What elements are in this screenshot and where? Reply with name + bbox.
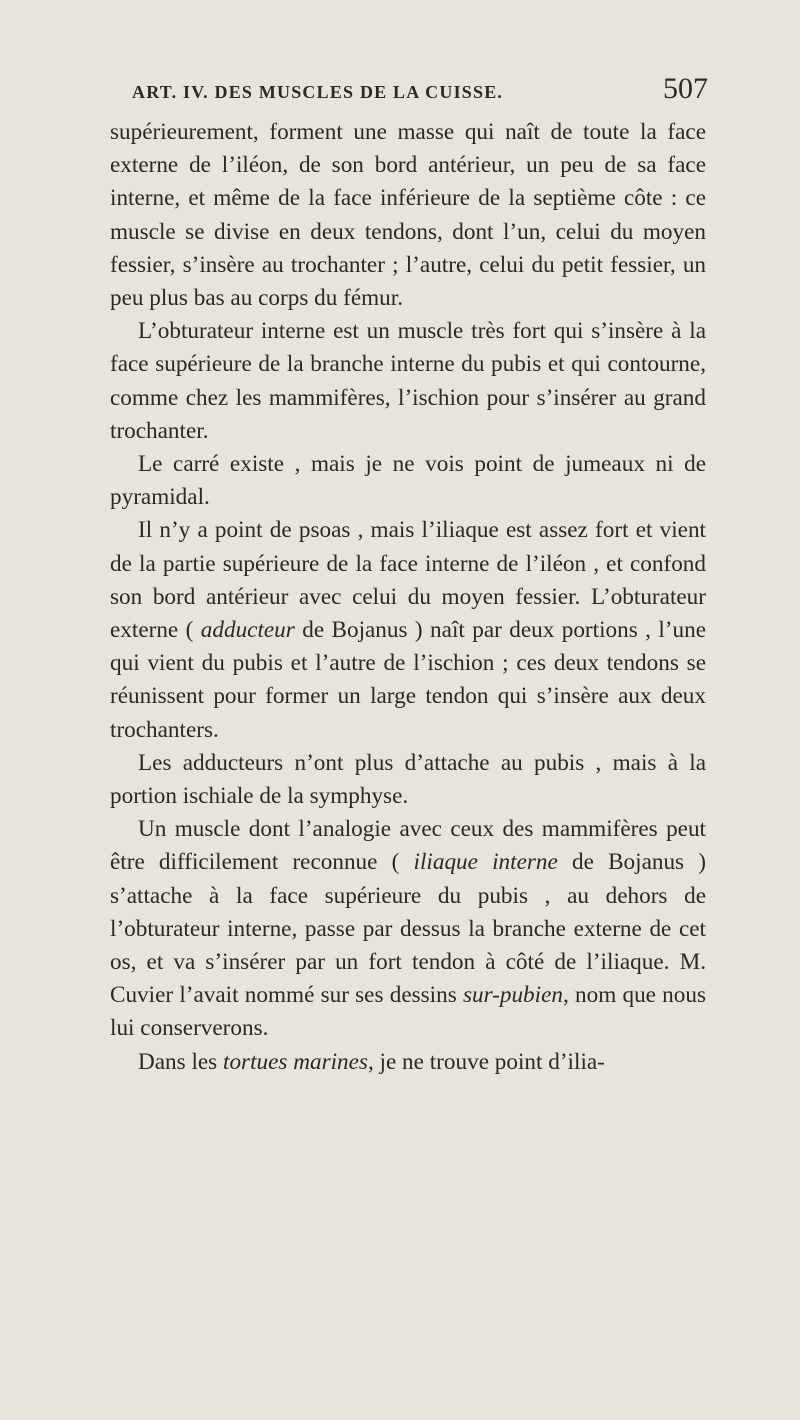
page-header bbox=[110, 72, 708, 112]
text-run: , nom que nous lui conserverons. bbox=[110, 982, 706, 1042]
text-run: Dans les bbox=[138, 1048, 224, 1075]
text-run: Il n’y a point de psoas , mais l’iliaque est assez fort et vient de la partie supérieure de la face interne de l’iléon , et confond son bord antérieur avec celui du moyen fessier. L’obturateur externe ( bbox=[110, 517, 706, 644]
body-text bbox=[110, 116, 706, 1079]
running-head: ART. IV. DES MUSCLES DE LA CUISSE. bbox=[132, 82, 504, 102]
text-run: supérieurement, forment une masse qui naît de toute la face externe de l’iléon, de son bord antérieur, un peu de sa face interne, et même de la face inférieure de la septième côte : ce muscle se divise en deux tendons, dont l’un, celui du moyen fessier, s’insère au trochanter ; l’autre, celui du petit fessier, un peu plus bas au corps du fémur. bbox=[110, 119, 706, 312]
text-run: de Bojanus ) s’attache à la face supérieure du pubis , au dehors de l’obturateur interne, passe par dessus la branche externe de cet os, et va s’insérer par un fort tendon à côté de l’iliaque. M. Cuvier l’avait nommé sur ses dessins bbox=[110, 849, 706, 1009]
text-run: L’obturateur interne est un muscle très fort qui s’insère à la face supérieure de la branche interne du pubis et qui contourne, comme chez les mammifères, l’ischion pour s’insérer au grand trochanter. bbox=[110, 318, 706, 444]
paragraph bbox=[110, 448, 706, 514]
text-run: Les adducteurs n’ont plus d’attache au pubis , mais à la portion ischiale de la symphyse. bbox=[110, 749, 706, 810]
page-number: 507 bbox=[663, 72, 708, 105]
paragraph bbox=[110, 514, 706, 746]
paragraph bbox=[110, 116, 706, 315]
paragraph bbox=[110, 1046, 706, 1079]
italic-term: tortues marines bbox=[223, 1048, 368, 1075]
italic-term: adducteur bbox=[200, 617, 295, 644]
text-run: Un muscle dont l’analogie avec ceux des mammifères peut être difficilement reconnue ( bbox=[110, 816, 706, 876]
text-run: de Bojanus ) naît par deux portions , l’une qui vient du pubis et l’autre de l’ischion ; ces deux tendons se réunissent pour former un large tendon qui s’insère aux deux trochanters. bbox=[110, 617, 707, 743]
text-run: Le carré existe , mais je ne vois point de jumeaux ni de pyramidal. bbox=[110, 451, 706, 511]
italic-term: iliaque interne bbox=[413, 849, 558, 876]
paragraph bbox=[110, 315, 706, 448]
paragraph bbox=[110, 813, 706, 1045]
text-run: , je ne trouve point d’ilia- bbox=[367, 1048, 605, 1075]
paragraph bbox=[110, 747, 706, 813]
italic-term: sur-pubien bbox=[462, 982, 563, 1009]
